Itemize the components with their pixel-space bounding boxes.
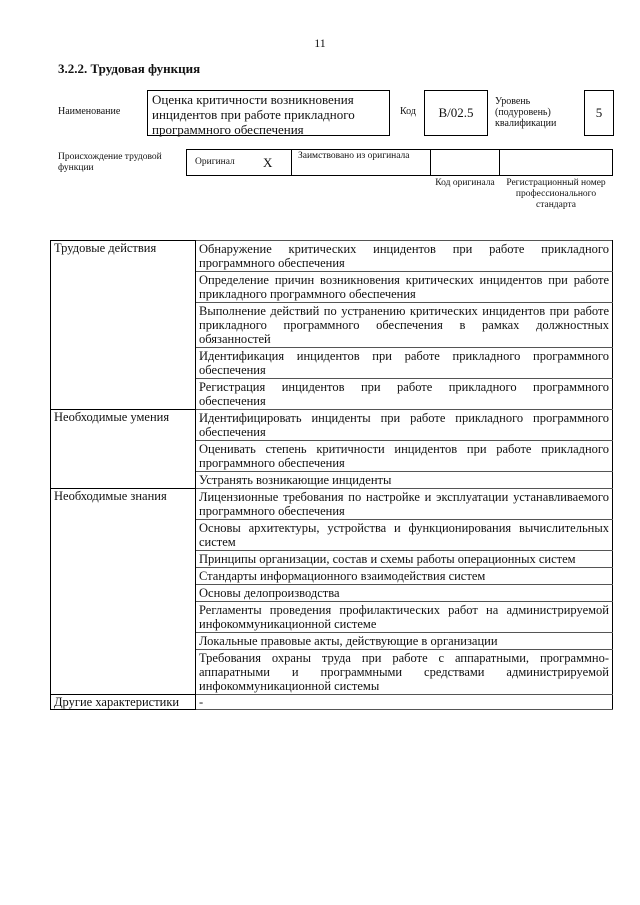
origin-code-caption: Код оригинала bbox=[435, 178, 495, 188]
list-item bbox=[196, 348, 613, 379]
list-item bbox=[196, 650, 613, 695]
other-label: Другие характеристики bbox=[51, 695, 196, 710]
table-row bbox=[51, 695, 613, 710]
page-number: 11 bbox=[314, 36, 326, 50]
list-item bbox=[196, 633, 613, 650]
reg-number-cell bbox=[499, 149, 613, 176]
origin-label: Происхождение трудовой функции bbox=[58, 152, 162, 173]
list-item bbox=[196, 472, 613, 489]
list-item bbox=[196, 241, 613, 272]
code-label: Код bbox=[400, 106, 416, 117]
list-item bbox=[196, 568, 613, 585]
knowledge-text: Основы делопроизводства bbox=[199, 586, 340, 600]
function-name-box: Оценка критичности возникновения инцидентов при работе прикладного программного обеспечения bbox=[147, 90, 390, 136]
section-title: 3.2.2. Трудовая функция bbox=[58, 61, 201, 76]
skill-text: Устранять возникающие инциденты bbox=[199, 473, 392, 487]
name-label: Наименование bbox=[58, 106, 121, 117]
labor-action-text: Определение причин возникновения критических инцидентов при работе прикладного программного обеспечения bbox=[199, 273, 609, 301]
function-code-box: B/02.5 bbox=[424, 90, 488, 136]
table-row bbox=[51, 241, 613, 272]
original-cell bbox=[186, 149, 292, 176]
list-item bbox=[196, 520, 613, 551]
labor-action-text: Регистрация инцидентов при работе прикладного программного обеспечения bbox=[199, 380, 609, 408]
borrowed-label: Заимствовано из оригинала bbox=[298, 151, 410, 161]
list-item bbox=[196, 379, 613, 410]
list-item bbox=[196, 585, 613, 602]
knowledge-text: Локальные правовые акты, действующие в организации bbox=[199, 634, 498, 648]
list-item bbox=[196, 410, 613, 441]
original-label: Оригинал bbox=[195, 157, 235, 167]
level-label: Уровень (подуровень) квалификации bbox=[495, 96, 557, 129]
knowledge-text: Регламенты проведения профилактических работ на администрируемой инфокоммуникационной системе bbox=[199, 603, 609, 631]
skill-text: Оценивать степень критичности инцидентов при работе прикладного программного обеспечения bbox=[199, 442, 609, 470]
knowledge-text: Лицензионные требования по настройке и эксплуатации устанавливаемого программного обеспечения bbox=[199, 490, 609, 518]
list-item bbox=[196, 272, 613, 303]
knowledge-label: Необходимые знания bbox=[51, 489, 196, 695]
list-item bbox=[196, 441, 613, 472]
reg-number-caption: Регистрационный номер профессионального стандарта bbox=[506, 178, 606, 210]
borrowed-cell bbox=[291, 149, 431, 176]
list-item bbox=[196, 303, 613, 348]
origin-code-cell bbox=[430, 149, 500, 176]
knowledge-text: Основы архитектуры, устройства и функционирования вычислительных систем bbox=[199, 521, 609, 549]
skills-label: Необходимые умения bbox=[51, 410, 196, 489]
original-mark: X bbox=[263, 155, 273, 170]
list-item bbox=[196, 551, 613, 568]
labor-action-text: Выполнение действий по устранению критических инцидентов при работе прикладного программного обеспечения в рамках должностных обязанностей bbox=[199, 304, 609, 346]
qualification-level-box: 5 bbox=[584, 90, 614, 136]
list-item bbox=[196, 489, 613, 520]
table-row bbox=[51, 410, 613, 441]
labor-actions-label: Трудовые действия bbox=[51, 241, 196, 410]
list-item bbox=[196, 602, 613, 633]
labor-action-text: Идентификация инцидентов при работе прикладного программного обеспечения bbox=[199, 349, 609, 377]
skill-text: Идентифицировать инциденты при работе прикладного программного обеспечения bbox=[199, 411, 609, 439]
table-row bbox=[51, 489, 613, 520]
knowledge-text: Требования охраны труда при работе с аппаратными, программно-аппаратными и программными средствами администрируемой инфокоммуникационной системы bbox=[199, 651, 609, 693]
knowledge-text: Принципы организации, состав и схемы работы операционных систем bbox=[199, 552, 576, 566]
other-value: - bbox=[196, 695, 613, 710]
labor-function-table bbox=[50, 240, 613, 710]
knowledge-text: Стандарты информационного взаимодействия систем bbox=[199, 569, 486, 583]
labor-action-text: Обнаружение критических инцидентов при работе прикладного программного обеспечения bbox=[199, 242, 609, 270]
